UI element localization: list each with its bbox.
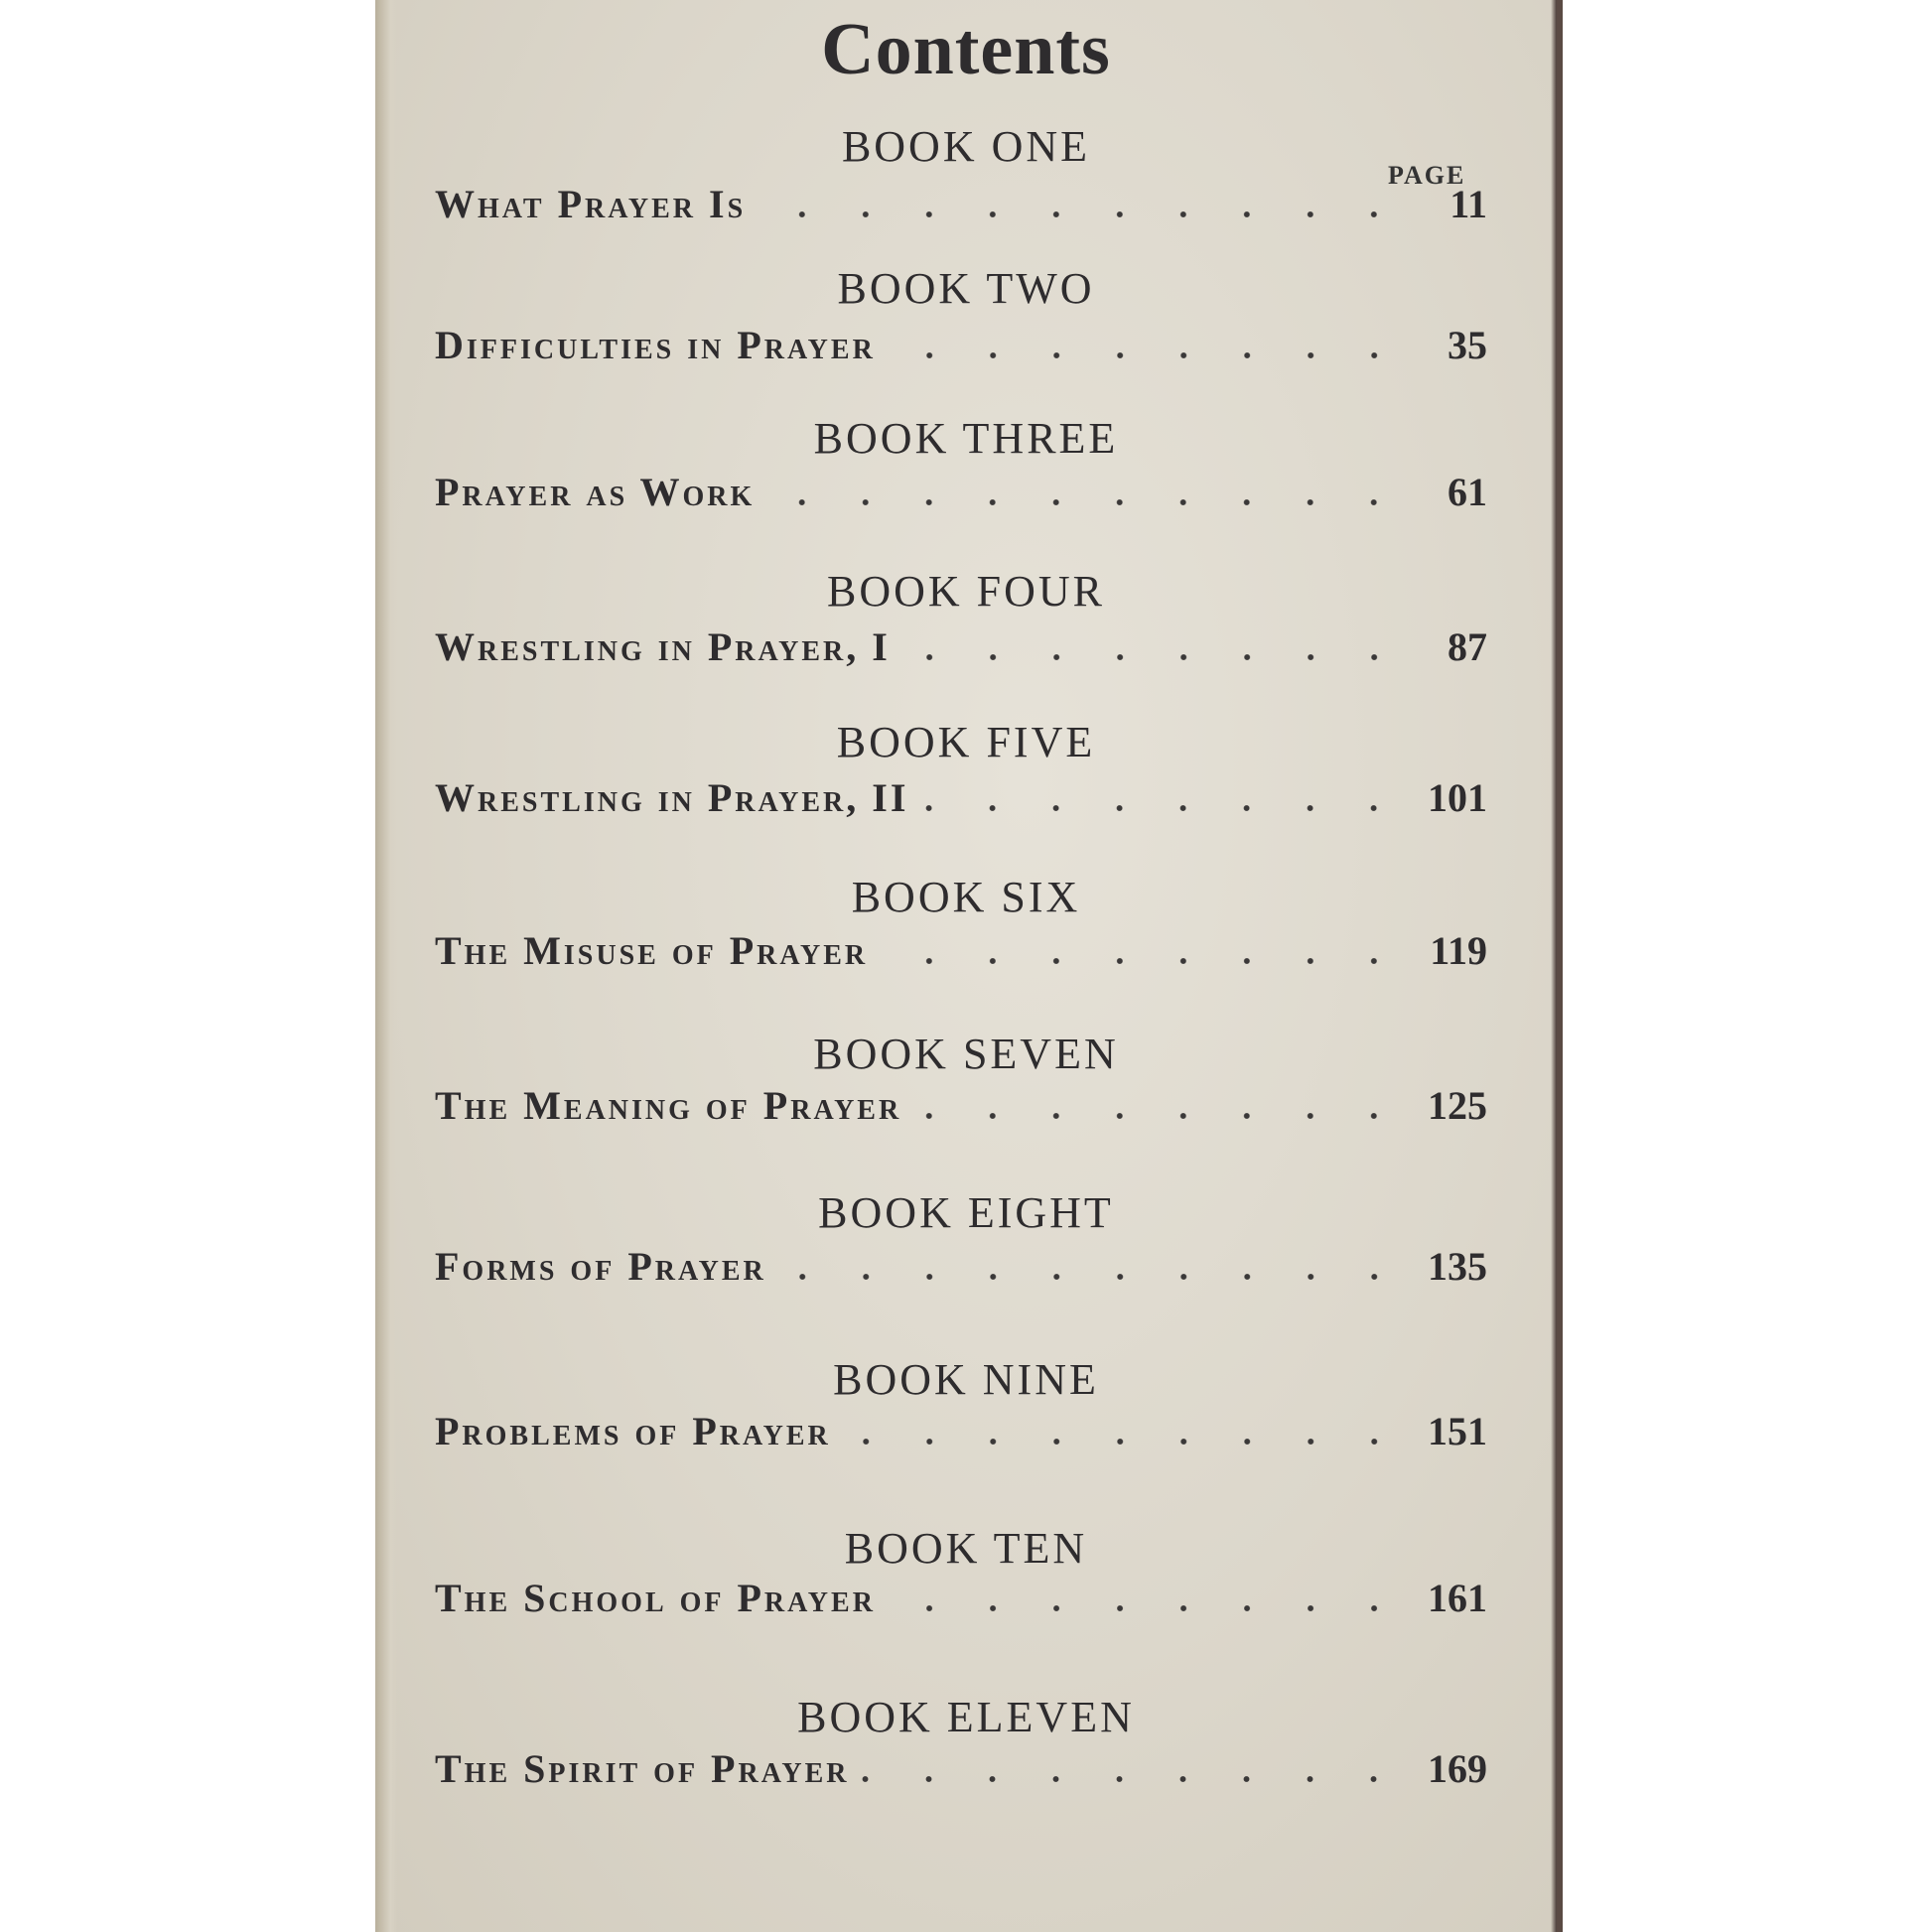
chapter-title: Forms of Prayer	[435, 1244, 766, 1289]
toc-entry[interactable]	[435, 181, 1487, 227]
page-number: 87	[1448, 624, 1487, 669]
book-heading: BOOK SIX	[851, 873, 1081, 921]
dot-leader	[913, 1113, 1406, 1119]
toc-entry[interactable]	[435, 1408, 1487, 1454]
chapter-title: The Misuse of Prayer	[435, 928, 869, 973]
dot-leader	[843, 1439, 1406, 1445]
toc-entry[interactable]	[435, 322, 1487, 368]
book-heading: BOOK ELEVEN	[797, 1693, 1135, 1741]
toc-entry[interactable]	[435, 469, 1487, 515]
toc-entry[interactable]	[435, 774, 1487, 821]
page-number: 125	[1428, 1083, 1487, 1128]
book-heading: BOOK THREE	[813, 414, 1119, 463]
chapter-title: The School of Prayer	[435, 1576, 876, 1620]
book-page	[375, 0, 1557, 1932]
page-column-label: PAGE	[1388, 161, 1466, 190]
page-number: 135	[1428, 1244, 1487, 1289]
book-heading: BOOK FOUR	[826, 567, 1106, 616]
page-number: 169	[1428, 1746, 1487, 1791]
toc-entry[interactable]	[435, 1243, 1487, 1290]
page-number: 119	[1430, 928, 1487, 973]
book-heading: BOOK EIGHT	[818, 1188, 1114, 1237]
book-heading: BOOK ONE	[841, 122, 1091, 171]
toc-entry[interactable]	[435, 927, 1487, 974]
chapter-title: The Spirit of Prayer	[435, 1746, 850, 1791]
dot-leader	[888, 352, 1406, 358]
dot-leader	[920, 805, 1406, 811]
chapter-title: The Meaning of Prayer	[435, 1083, 902, 1128]
dot-leader	[880, 958, 1406, 964]
page-number: 11	[1449, 182, 1487, 226]
page-number: 151	[1428, 1409, 1487, 1453]
chapter-title: Difficulties in Prayer	[435, 323, 876, 367]
toc-entry[interactable]	[435, 1082, 1487, 1129]
dot-leader	[758, 211, 1406, 217]
chapter-title: Problems of Prayer	[435, 1409, 831, 1453]
book-heading: BOOK TWO	[837, 264, 1095, 313]
dot-leader	[861, 1776, 1406, 1782]
chapter-title: Wrestling in Prayer, I	[435, 624, 891, 669]
toc-entry[interactable]	[435, 623, 1487, 670]
dot-leader	[902, 654, 1406, 660]
toc-entry[interactable]	[435, 1575, 1487, 1621]
book-heading: BOOK TEN	[844, 1524, 1088, 1573]
contents-title: Contents	[821, 9, 1111, 90]
page-number: 35	[1448, 323, 1487, 367]
page-number: 61	[1448, 470, 1487, 514]
chapter-title: Prayer as Work	[435, 470, 756, 514]
dot-leader	[766, 499, 1406, 505]
book-heading: BOOK SEVEN	[813, 1030, 1119, 1078]
page-number: 161	[1428, 1576, 1487, 1620]
book-heading: BOOK FIVE	[836, 718, 1096, 766]
page-number: 101	[1428, 775, 1487, 820]
chapter-title: Wrestling in Prayer, II	[435, 775, 909, 820]
dot-leader	[778, 1274, 1406, 1280]
book-cover-edge	[1557, 0, 1563, 1932]
dot-leader	[888, 1605, 1406, 1611]
chapter-title: What Prayer Is	[435, 182, 747, 226]
toc-entry[interactable]	[435, 1745, 1487, 1792]
book-heading: BOOK NINE	[833, 1355, 1099, 1404]
